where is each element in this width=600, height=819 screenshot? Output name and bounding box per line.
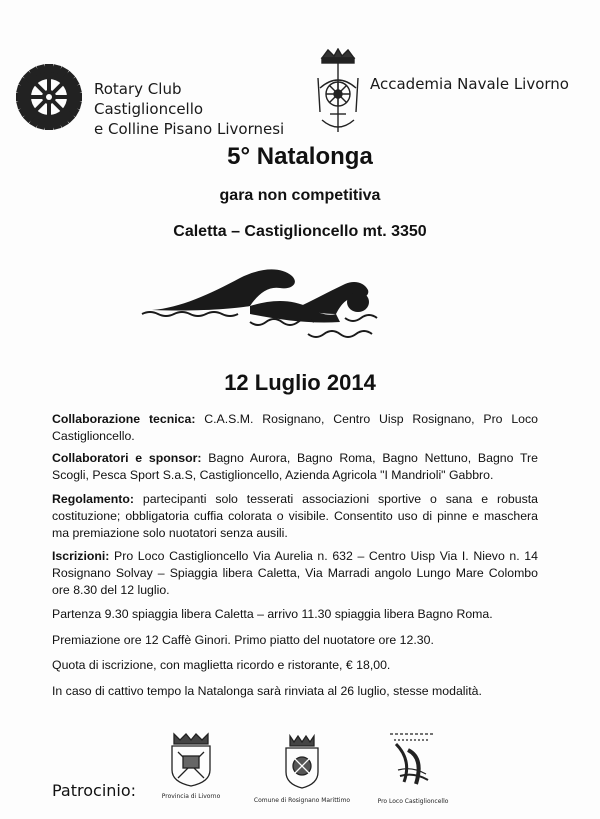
regolamento-text: partecipanti solo tesserati associazioni sportive o sana e robusta costituzione; obbligatoria cuffia colorata o visibile. Consentito uso di pinne e maschera ma premiazione solo nuotatori senza ausili. xyxy=(52,492,538,540)
premiazione: Premiazione ore 12 Caffè Ginori. Primo piatto del nuotatore ore 12.30. xyxy=(52,633,434,647)
regolamento-label: Regolamento: xyxy=(52,492,134,506)
iscrizioni-label: Iscrizioni: xyxy=(52,549,110,563)
tecnica-label: Collaborazione tecnica: xyxy=(52,412,196,426)
iscrizioni-text: Pro Loco Castiglioncello Via Aurelia n. 632 – Centro Uisp Via I. Nievo n. 14 Rosignano Solvay – Spiaggia libera Caletta, Via Marradi angolo Lungo Mare Colombo ore 8.30 del 12 luglio. xyxy=(52,549,538,597)
partenza: Partenza 9.30 spiaggia libera Caletta – arrivo 11.30 spiaggia libera Bagno Roma. xyxy=(52,607,493,621)
provincia-crest xyxy=(168,730,214,788)
quota: Quota di iscrizione, con maglietta ricordo e ristorante, € 18,00. xyxy=(52,658,391,672)
event-subtitle: gara non competitiva xyxy=(219,187,381,204)
proloco-emblem xyxy=(386,730,438,790)
rotary-line2: e Colline Pisano Livornesi xyxy=(94,120,285,138)
sponsor-label: Collaboratori e sponsor: xyxy=(52,451,202,465)
event-route: Caletta – Castiglioncello mt. 3350 xyxy=(173,223,427,240)
rotary-club-name xyxy=(94,79,294,139)
event-title: 5° Natalonga xyxy=(227,143,373,170)
event-date: 12 Luglio 2014 xyxy=(224,370,376,395)
patrocinio-label: Patrocinio: xyxy=(52,781,137,800)
navy-academy-emblem xyxy=(312,48,364,134)
iscrizioni xyxy=(52,548,538,599)
comune-caption: Comune di Rosignano Marittimo xyxy=(253,797,351,804)
collaboratori-sponsor xyxy=(52,450,538,484)
provincia-caption: Provincia di Livorno xyxy=(161,793,221,800)
collaborazione-tecnica xyxy=(52,411,538,445)
comune-crest xyxy=(282,734,322,790)
rotary-line1: Rotary Club Castiglioncello xyxy=(94,80,204,118)
regolamento xyxy=(52,491,538,542)
navy-academy-name: Accademia Navale Livorno xyxy=(370,75,569,93)
rotary-logo xyxy=(16,64,82,130)
proloco-caption: Pro Loco Castiglioncello xyxy=(377,798,449,805)
sponsor-text: Bagno Aurora, Bagno Roma, Bagno Nettuno, Bagno Tre Scogli, Pesca Sport S.a.S, Castiglioncello, Azienda Agricola "I Mandrioli" Gabbro. xyxy=(52,451,538,482)
maltempo: In caso di cattivo tempo la Natalonga sarà rinviata al 26 luglio, stesse modalità. xyxy=(52,684,482,698)
tecnica-text: C.A.S.M. Rosignano, Centro Uisp Rosignano, Pro Loco Castiglioncello. xyxy=(52,412,538,443)
swimmer-graphic xyxy=(140,262,390,348)
